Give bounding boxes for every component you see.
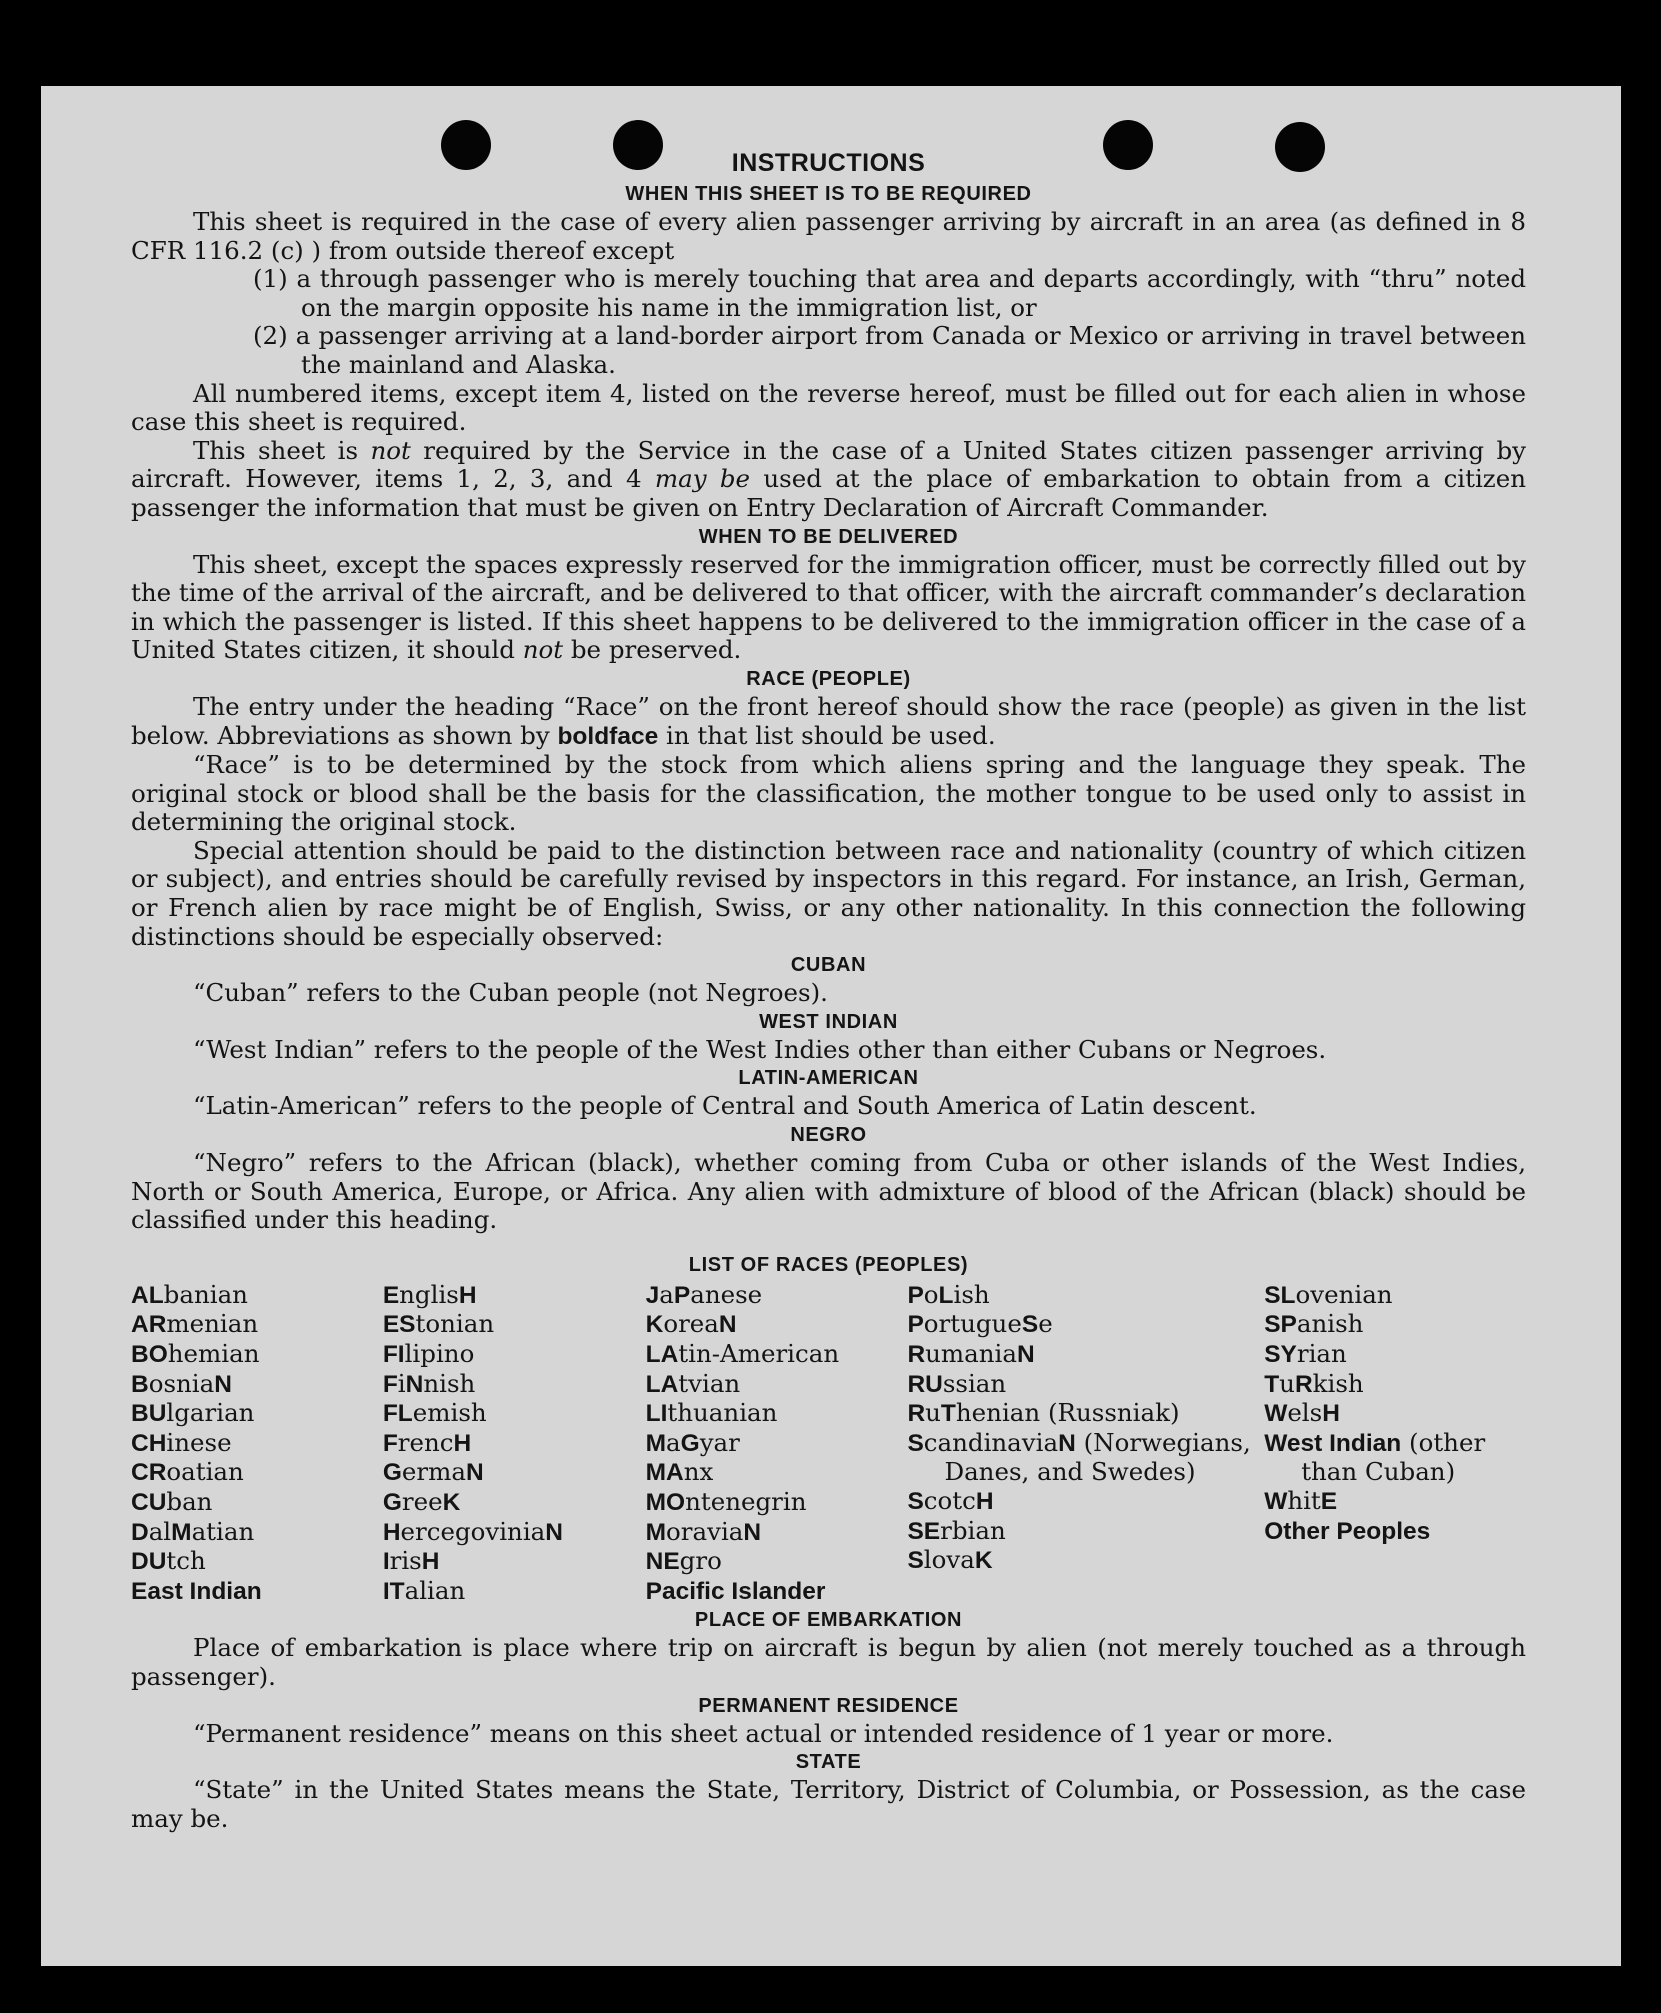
race-entry (646, 1547, 908, 1577)
paragraph-race-1: The entry under the heading “Race” on the front hereof should show the race (people) as given in the list below. Abbreviations as shown by boldface in that list should be used. (131, 691, 1526, 750)
race-entry (131, 1577, 383, 1607)
race-abbrev: NE (645, 1548, 680, 1576)
race-entry (1264, 1429, 1526, 1487)
race-abbrev: AL (131, 1281, 164, 1309)
race-rest: tvian (678, 1368, 741, 1398)
race-abbrev: P (907, 1311, 924, 1339)
race-abbrev: T (1264, 1370, 1280, 1398)
race-abbrev: Other Peoples (1264, 1517, 1431, 1545)
race-entry (383, 1340, 646, 1370)
race-abbrev: FL (382, 1400, 413, 1428)
race-entry (907, 1310, 1264, 1340)
paragraph-required-2: All numbered items, except item 4, listed on the reverse hereof, must be filled out for each alien in whose case this sheet is required. (131, 378, 1526, 437)
race-rest: a (659, 1279, 674, 1309)
race-rest: nx (683, 1457, 714, 1487)
race-entry (383, 1518, 646, 1548)
race-rest: anish (1296, 1309, 1364, 1339)
race-entry (1264, 1340, 1526, 1370)
race-entry (383, 1429, 646, 1459)
paragraph-state: “State” in the United States means the State, Territory, District of Columbia, or Possession, as the case may be. (131, 1775, 1526, 1833)
race-rest: nglis (399, 1279, 459, 1309)
race-entry (1264, 1281, 1526, 1311)
race-entry (646, 1399, 908, 1429)
race-abbrev: BO (131, 1341, 168, 1368)
race-rest: e (1038, 1309, 1053, 1339)
race-abbrev: CH (131, 1429, 167, 1457)
page-title: INSTRUCTIONS (731, 149, 926, 177)
race-rest: thuanian (667, 1398, 778, 1428)
race-abbrev: AR (131, 1311, 167, 1339)
race-rest: i (397, 1368, 406, 1398)
race-rest: nish (423, 1368, 476, 1398)
race-entry (131, 1399, 383, 1429)
race-abbrev: LA (645, 1370, 679, 1398)
race-abbrev: P (907, 1281, 924, 1309)
race-abbrev: East Indian (131, 1577, 262, 1605)
race-entry (131, 1547, 383, 1577)
list-item-exception-1: (1) a through passenger who is merely touching that area and departs accordingly, with “thru” noted on the margin opposite his name in the immigration list, or (253, 264, 1526, 322)
race-entry (907, 1370, 1264, 1400)
race-entry (383, 1281, 646, 1311)
race-abbrev: SL (1264, 1281, 1296, 1309)
race-abbrev: DU (131, 1548, 167, 1576)
race-abbrev: R (907, 1400, 926, 1428)
list-item-exception-2: (2) a passenger arriving at a land-border airport from Canada or Mexico or arriving in travel between the mainland and Alaska. (253, 321, 1526, 379)
race-entry (383, 1458, 646, 1488)
race-entry (131, 1370, 383, 1400)
race-rest: banian (163, 1279, 248, 1309)
race-entry (383, 1577, 646, 1607)
race-rest: ree (401, 1486, 443, 1516)
race-rest: hemian (167, 1339, 260, 1368)
race-rest: tonian (415, 1309, 495, 1339)
races-column-4 (907, 1281, 1264, 1607)
race-rest: al (148, 1516, 172, 1546)
race-abbrev: MO (645, 1488, 686, 1516)
race-abbrev: I (382, 1548, 390, 1576)
race-abbrev: FI (382, 1341, 405, 1368)
paragraph-latin-american: “Latin-American” refers to the people of Central and South America of Latin descent. (193, 1091, 1257, 1121)
section-heading-negro: NEGRO (790, 1124, 867, 1147)
race-entry (646, 1281, 908, 1311)
race-abbrev: G (680, 1429, 700, 1457)
race-rest: alian (404, 1575, 466, 1605)
section-heading-races-list: LIST OF RACES (PEOPLES) (688, 1253, 969, 1276)
races-list (131, 1281, 1526, 1607)
race-entry (1264, 1517, 1526, 1547)
race-abbrev: S (907, 1429, 924, 1457)
race-abbrev: L (938, 1281, 954, 1309)
instructions-content (131, 146, 1526, 1833)
race-entry (907, 1487, 1264, 1517)
race-abbrev: N (1058, 1429, 1076, 1457)
race-entry (907, 1281, 1264, 1311)
race-entry (1264, 1310, 1526, 1340)
race-rest: lipino (404, 1339, 475, 1368)
race-abbrev: West Indian (1264, 1429, 1402, 1457)
race-entry (646, 1370, 908, 1400)
race-entry (907, 1546, 1264, 1576)
race-rest: umania (925, 1339, 1017, 1368)
race-abbrev: ES (382, 1311, 416, 1339)
race-rest: kish (1312, 1368, 1364, 1398)
race-rest: orea (663, 1309, 719, 1339)
race-entry (646, 1340, 908, 1370)
race-abbrev: H (421, 1548, 440, 1576)
paragraph-required-1: This sheet is required in the case of every alien passenger arriving by aircraft in an area (as defined in 8 CFR 116.2 (c) ) from outside thereof except (131, 207, 1526, 265)
race-rest: ovenian (1295, 1279, 1393, 1309)
race-abbrev: W (1264, 1400, 1288, 1428)
race-abbrev: G (382, 1459, 402, 1487)
race-rest: emish (412, 1398, 487, 1428)
race-rest: gro (679, 1546, 722, 1576)
race-abbrev: J (645, 1281, 660, 1309)
race-abbrev: R (1294, 1370, 1313, 1398)
race-rest: u (1279, 1368, 1295, 1398)
race-entry (383, 1310, 646, 1340)
races-column-2 (383, 1281, 646, 1607)
race-abbrev: IT (382, 1577, 405, 1605)
race-abbrev: N (214, 1370, 232, 1398)
race-abbrev: H (975, 1487, 994, 1515)
race-rest: ris (389, 1546, 422, 1576)
paragraph-negro: “Negro” refers to the African (black), whether coming from Cuba or other islands of the West Indies, North or South America, Europe, or Africa. Any alien with admixture of blood of the African (black) should be classified under this heading. (131, 1148, 1526, 1235)
race-abbrev: D (131, 1518, 149, 1546)
race-abbrev: M (645, 1429, 667, 1457)
race-rest: cotc (923, 1485, 976, 1515)
race-abbrev: N (743, 1518, 762, 1546)
race-entry (383, 1488, 646, 1518)
race-rest: ercegovinia (400, 1516, 546, 1546)
race-entry (131, 1340, 383, 1370)
race-entry (646, 1310, 908, 1340)
race-abbrev: E (382, 1281, 400, 1309)
race-entry (383, 1370, 646, 1400)
race-abbrev: H (382, 1518, 401, 1546)
race-abbrev: F (382, 1429, 398, 1457)
race-abbrev: R (907, 1341, 926, 1368)
race-rest: tch (166, 1546, 206, 1576)
race-rest: henian (Russniak) (955, 1398, 1180, 1428)
race-rest: rbian (940, 1515, 1006, 1545)
race-rest: oravia (666, 1516, 744, 1546)
section-heading-state: STATE (795, 1751, 862, 1774)
race-abbrev: F (382, 1370, 398, 1398)
race-entry (1264, 1370, 1526, 1400)
race-rest: oatian (166, 1457, 244, 1487)
section-heading-cuban: CUBAN (790, 954, 867, 977)
race-abbrev: LI (645, 1400, 668, 1428)
race-entry (646, 1458, 908, 1488)
race-rest: rian (1296, 1339, 1347, 1368)
race-abbrev: M (171, 1518, 192, 1546)
race-entry (907, 1429, 1264, 1487)
race-rest: anese (690, 1279, 763, 1309)
race-rest: inese (166, 1427, 232, 1457)
race-abbrev: LA (645, 1341, 679, 1368)
race-entry (907, 1517, 1264, 1547)
race-rest: ish (953, 1279, 990, 1309)
race-abbrev: N (465, 1459, 484, 1487)
race-rest: (Norwegians, Danes, and Swedes) (944, 1427, 1251, 1487)
section-heading-race: RACE (PEOPLE) (746, 667, 911, 690)
paragraph-cuban: “Cuban” refers to the Cuban people (not Negroes). (193, 978, 828, 1008)
race-entry (1264, 1399, 1526, 1429)
race-abbrev: G (382, 1488, 402, 1516)
section-heading-west-indian: WEST INDIAN (759, 1010, 898, 1033)
paragraph-race-2: “Race” is to be determined by the stock from which aliens spring and the language they speak. The original stock or blood shall be the basis for the classification, the mother tongue to be used only to assist in determining the original stock. (131, 750, 1526, 837)
races-column-1 (131, 1281, 383, 1607)
race-abbrev: P (673, 1281, 691, 1309)
race-abbrev: H (453, 1429, 472, 1457)
section-heading-delivered: WHEN TO BE DELIVERED (698, 525, 959, 548)
race-entry (131, 1310, 383, 1340)
race-abbrev: N (545, 1518, 563, 1546)
section-heading-required: WHEN THIS SHEET IS TO BE REQUIRED (625, 183, 1032, 205)
race-abbrev: S (1021, 1311, 1039, 1339)
race-entry (646, 1429, 908, 1459)
race-rest: osnia (148, 1368, 215, 1398)
races-column-3 (646, 1281, 908, 1607)
race-abbrev: N (1016, 1341, 1035, 1368)
race-entry (131, 1518, 383, 1548)
race-abbrev: SY (1264, 1341, 1297, 1368)
race-abbrev: T (940, 1400, 956, 1428)
race-entry (131, 1429, 383, 1459)
race-abbrev: MA (645, 1459, 684, 1487)
instruction-sheet (41, 86, 1621, 1966)
race-rest: ortugue (923, 1309, 1022, 1339)
race-entry (383, 1399, 646, 1429)
race-abbrev: H (458, 1281, 477, 1309)
race-abbrev: SE (907, 1517, 941, 1545)
section-heading-embarkation: PLACE OF EMBARKATION (694, 1609, 963, 1632)
race-entry (646, 1518, 908, 1548)
race-abbrev: CU (131, 1488, 167, 1516)
race-rest: tin-American (678, 1339, 840, 1368)
race-abbrev: N (405, 1370, 424, 1398)
paragraph-embarkation: Place of embarkation is place where trip on aircraft is begun by alien (not merely touched as a through passenger). (131, 1633, 1526, 1691)
paragraph-race-3: Special attention should be paid to the distinction between race and nationality (country of which citizen or subject), and entries should be carefully revised by inspectors in this regard. For instance, an Irish, German, or French alien by race might be of English, Swiss, or any other nationality. In this connection the following distinctions should be especially observed: (131, 835, 1526, 951)
race-rest: menian (166, 1309, 259, 1339)
race-rest: ban (166, 1486, 213, 1516)
race-abbrev: S (907, 1547, 924, 1575)
race-entry (907, 1399, 1264, 1429)
race-abbrev: BU (131, 1400, 167, 1428)
paragraph-residence: “Permanent residence” means on this sheet actual or intended residence of 1 year or more. (193, 1718, 1334, 1748)
race-entry (907, 1340, 1264, 1370)
paragraph-required-3: This sheet is not required by the Service in the case of a United States citizen passenger arriving by aircraft. However, items 1, 2, 3, and 4 may be used at the place of embarkation to obtain from a citizen passenger the information that must be given on Entry Declaration of Aircraft Commander. (131, 435, 1526, 522)
race-abbrev: K (974, 1547, 993, 1575)
race-abbrev: S (907, 1487, 924, 1515)
race-rest: candinavia (923, 1427, 1059, 1457)
race-rest: u (925, 1398, 941, 1428)
race-rest: renc (397, 1427, 454, 1457)
paragraph-delivered: This sheet, except the spaces expressly reserved for the immigration officer, must be correctly filled out by the time of the arrival of the aircraft, and be delivered to that officer, with the aircraft commander’s declaration in which the passenger is listed. If this sheet happens to be delivered to the immigration officer in the case of a United States citizen, it should not be preserved. (131, 549, 1526, 665)
race-rest: ssian (942, 1368, 1007, 1398)
race-rest: hit (1287, 1485, 1321, 1515)
race-entry (131, 1458, 383, 1488)
race-abbrev: CR (131, 1459, 167, 1487)
race-rest: lova (923, 1545, 975, 1575)
race-rest: els (1287, 1398, 1323, 1428)
race-rest: a (666, 1427, 681, 1457)
paragraph-west-indian: “West Indian” refers to the people of the West Indies other than either Cubans or Negroes. (193, 1034, 1327, 1064)
race-rest: (other than Cuban) (1301, 1427, 1486, 1487)
race-abbrev: W (1264, 1487, 1288, 1515)
race-abbrev: RU (907, 1370, 943, 1398)
race-rest: o (923, 1279, 939, 1309)
race-abbrev: H (1322, 1400, 1340, 1428)
race-entry (646, 1577, 908, 1607)
section-heading-residence: PERMANENT RESIDENCE (698, 1694, 959, 1717)
race-abbrev: M (645, 1518, 667, 1546)
race-rest: ntenegrin (685, 1486, 807, 1516)
race-abbrev: Pacific Islander (645, 1577, 826, 1605)
race-entry (131, 1281, 383, 1311)
race-abbrev: E (1320, 1487, 1338, 1515)
race-entry (383, 1547, 646, 1577)
race-abbrev: K (645, 1311, 664, 1339)
race-rest: lgarian (166, 1398, 255, 1428)
section-heading-latin-american: LATIN-AMERICAN (738, 1067, 919, 1090)
race-abbrev: K (442, 1488, 461, 1516)
race-abbrev: B (131, 1370, 149, 1398)
race-rest: erma (401, 1457, 466, 1487)
races-column-5 (1264, 1281, 1526, 1607)
race-abbrev: SP (1264, 1311, 1297, 1339)
race-abbrev: N (718, 1311, 737, 1339)
race-rest: yar (699, 1427, 740, 1457)
race-entry (646, 1488, 908, 1518)
race-rest: atian (191, 1516, 255, 1546)
race-entry (131, 1488, 383, 1518)
race-entry (1264, 1487, 1526, 1517)
